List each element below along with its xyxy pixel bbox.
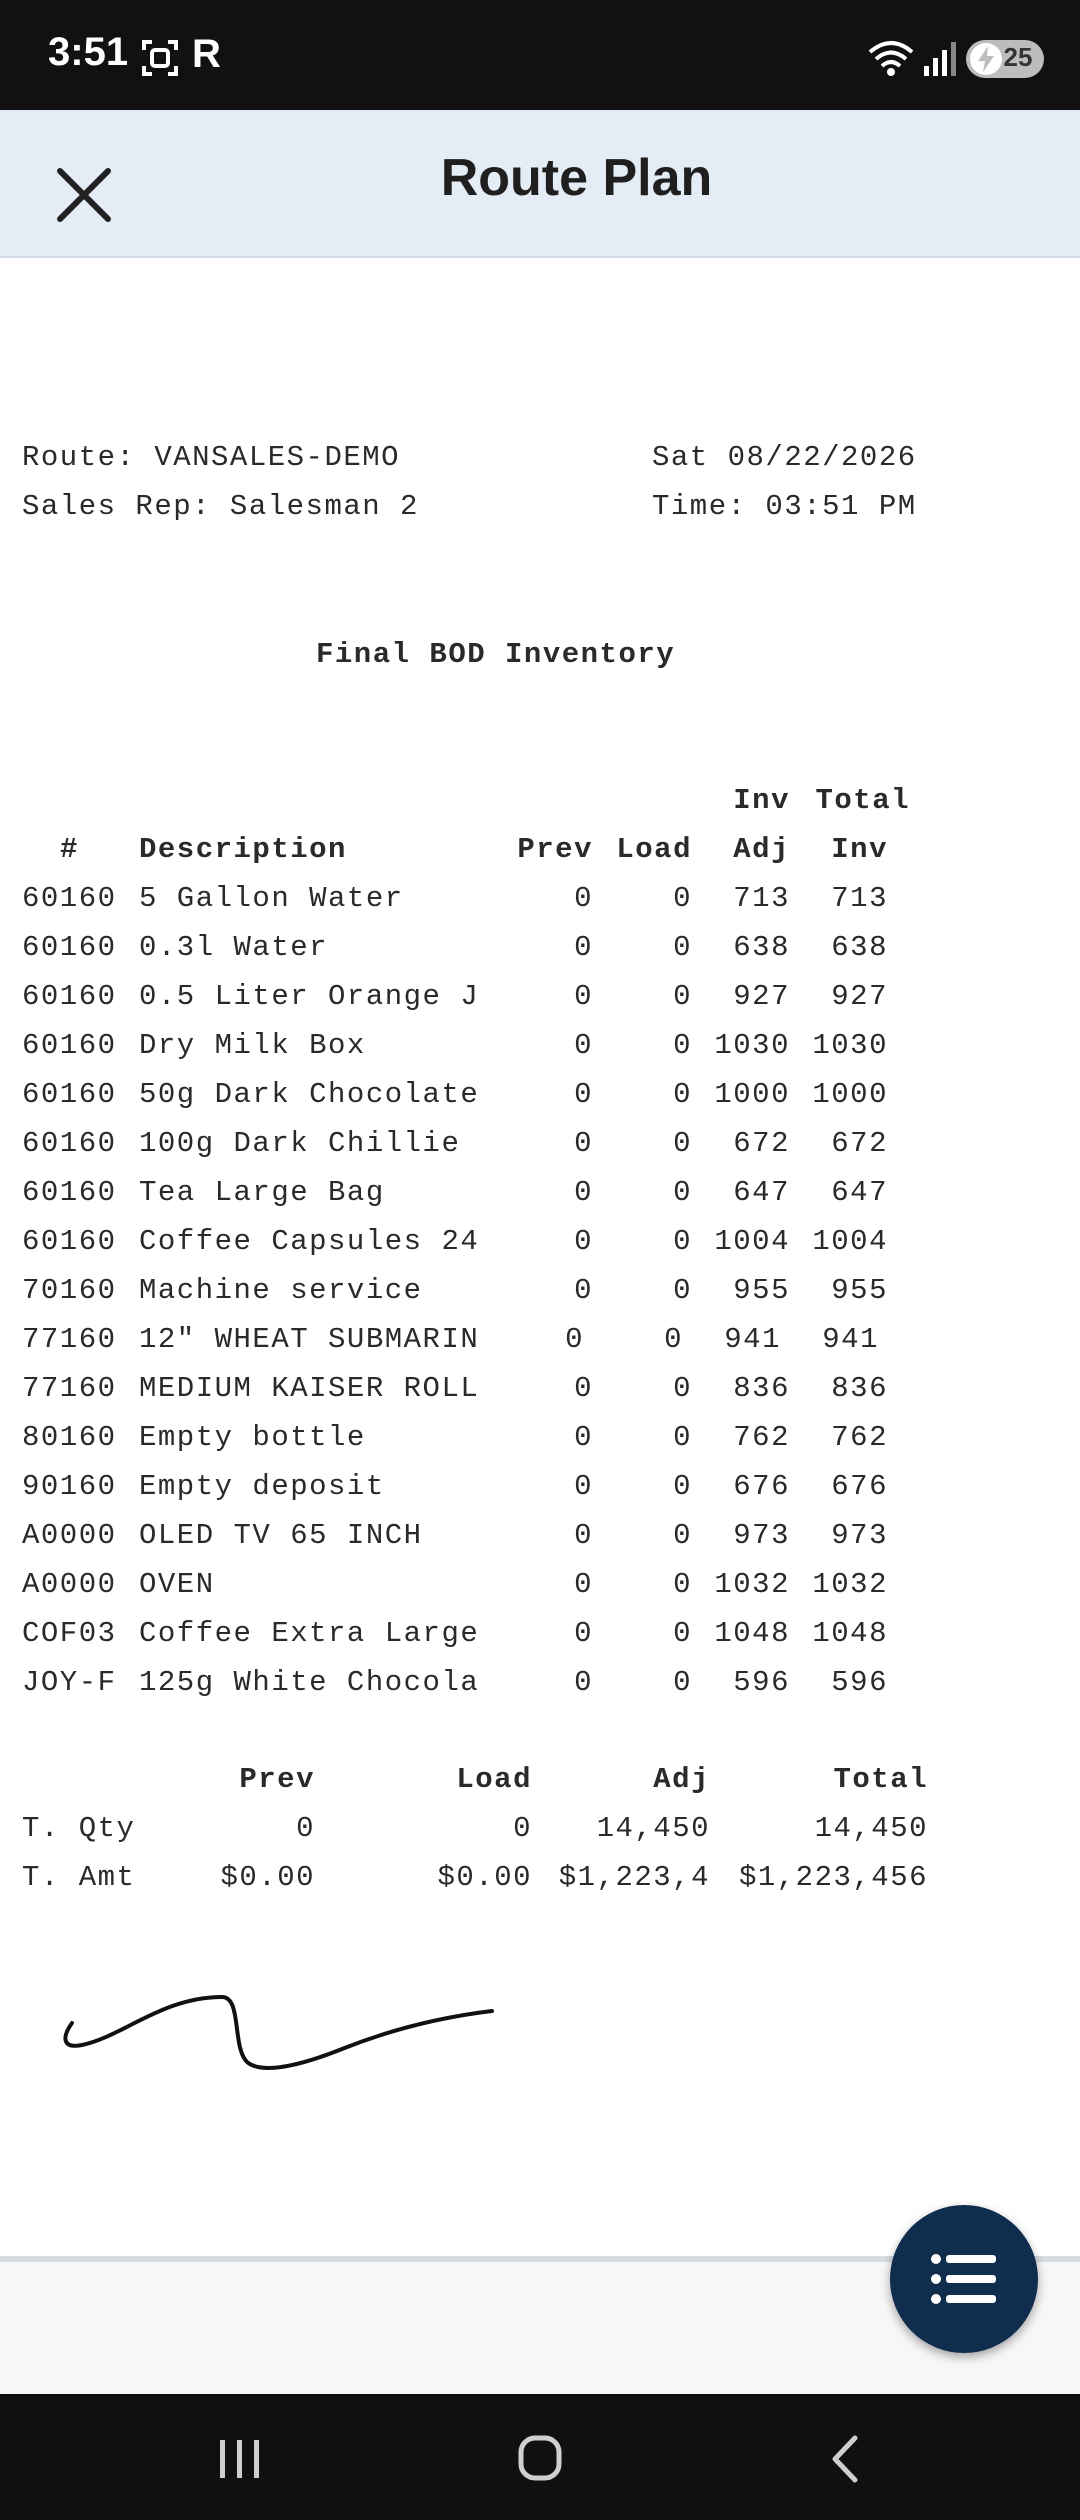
- battery-indicator: [966, 40, 1044, 78]
- row-total-cell: 836: [831, 1372, 888, 1405]
- totals-qty-adj: 14,450: [596, 1812, 710, 1845]
- receipt-time: Time: 03:51 PM: [652, 490, 917, 523]
- row-num-cell: 77160: [22, 1372, 117, 1405]
- row-prev-cell: 0: [574, 1470, 593, 1503]
- row-desc-cell: 100g Dark Chillie: [139, 1127, 461, 1160]
- row-total-cell: 1030: [812, 1029, 888, 1062]
- row-prev-cell: 0: [574, 1666, 593, 1699]
- col-adj: Adj: [733, 833, 790, 866]
- status-time: 3:51: [48, 30, 129, 74]
- row-adj-cell: 1048: [714, 1617, 790, 1650]
- row-load-cell: 0: [673, 1372, 692, 1405]
- row-total-cell: 1032: [812, 1568, 888, 1601]
- row-desc-cell: Coffee Extra Large: [139, 1617, 480, 1650]
- row-total-cell: 1000: [812, 1078, 888, 1111]
- row-adj-cell: 1000: [714, 1078, 790, 1111]
- row-total-cell: 596: [831, 1666, 888, 1699]
- row-total-cell: 647: [831, 1176, 888, 1209]
- totals-total-header: Total: [833, 1763, 928, 1796]
- row-total-cell: 955: [831, 1274, 888, 1307]
- row-num-cell: A0000: [22, 1519, 117, 1552]
- row-adj-cell: 955: [733, 1274, 790, 1307]
- row-num-cell: A0000: [22, 1568, 117, 1601]
- row-load-cell: 0: [673, 1617, 692, 1650]
- row-load-cell: 0: [673, 931, 692, 964]
- totals-qty-total: 14,450: [814, 1812, 928, 1845]
- row-prev-cell: 0: [574, 1078, 593, 1111]
- row-load-cell: 0: [673, 1568, 692, 1601]
- row-prev-cell: 0: [574, 882, 593, 915]
- row-total-cell: 672: [831, 1127, 888, 1160]
- row-desc-cell: 12" WHEAT SUBMARIN: [139, 1323, 480, 1356]
- page-title: Route Plan: [440, 149, 713, 207]
- row-num-cell: 60160: [22, 882, 117, 915]
- row-prev-cell: 0: [574, 1421, 593, 1454]
- row-prev-cell: 0: [574, 1225, 593, 1258]
- row-adj-cell: 927: [733, 980, 790, 1013]
- row-num-cell: 60160: [22, 1029, 117, 1062]
- row-adj-cell: 672: [733, 1127, 790, 1160]
- row-prev-cell: 0: [574, 980, 593, 1013]
- back-icon: [805, 2424, 885, 2494]
- totals-load-header: Load: [456, 1763, 532, 1796]
- row-load-cell: 0: [673, 1225, 692, 1258]
- app-bar: [0, 110, 1080, 258]
- home-button[interactable]: [500, 2424, 580, 2494]
- row-total-cell: 927: [831, 980, 888, 1013]
- row-prev-cell: 0: [574, 1274, 593, 1307]
- col-description: Description: [139, 833, 347, 866]
- row-num-cell: 60160: [22, 931, 117, 964]
- row-desc-cell: OVEN: [139, 1568, 215, 1601]
- row-num-cell: 60160: [22, 1225, 117, 1258]
- row-adj-cell: 941: [724, 1323, 781, 1356]
- recents-icon: [200, 2424, 280, 2494]
- back-button[interactable]: [805, 2424, 885, 2494]
- row-load-cell: 0: [673, 1519, 692, 1552]
- row-total-cell: 1004: [812, 1225, 888, 1258]
- row-total-cell: 762: [831, 1421, 888, 1454]
- row-desc-cell: 5 Gallon Water: [139, 882, 404, 915]
- row-adj-cell: 676: [733, 1470, 790, 1503]
- row-adj-cell: 638: [733, 931, 790, 964]
- totals-adj-header: Adj: [653, 1763, 710, 1796]
- row-num-cell: 70160: [22, 1274, 117, 1307]
- totals-qty-label: T. Qty: [22, 1812, 136, 1845]
- row-load-cell: 0: [673, 1127, 692, 1160]
- signature-image: [62, 1987, 502, 2107]
- row-prev-cell: 0: [574, 1617, 593, 1650]
- totals-qty-load: 0: [513, 1812, 532, 1845]
- row-desc-cell: Machine service: [139, 1274, 423, 1307]
- row-load-cell: 0: [673, 1274, 692, 1307]
- row-adj-cell: 713: [733, 882, 790, 915]
- row-desc-cell: OLED TV 65 INCH: [139, 1519, 423, 1552]
- screenshot-icon: [140, 38, 180, 78]
- totals-prev-header: Prev: [239, 1763, 315, 1796]
- row-prev-cell: 0: [574, 1176, 593, 1209]
- col-prev: Prev: [517, 833, 593, 866]
- row-prev-cell: 0: [574, 1127, 593, 1160]
- totals-amt-prev: $0.00: [220, 1861, 315, 1894]
- row-desc-cell: 0.3l Water: [139, 931, 329, 964]
- row-load-cell: 0: [673, 980, 692, 1013]
- route-label: Route: VANSALES-DEMO: [22, 441, 401, 474]
- row-num-cell: JOY-F: [22, 1666, 117, 1699]
- row-desc-cell: MEDIUM KAISER ROLL: [139, 1372, 480, 1405]
- row-load-cell: 0: [664, 1323, 683, 1356]
- row-desc-cell: Tea Large Bag: [139, 1176, 385, 1209]
- row-num-cell: 60160: [22, 1176, 117, 1209]
- menu-fab-button[interactable]: [890, 2205, 1038, 2353]
- row-adj-cell: 647: [733, 1176, 790, 1209]
- row-total-cell: 941: [822, 1323, 879, 1356]
- totals-amt-total: $1,223,456: [738, 1861, 928, 1894]
- receipt-title: Final BOD Inventory: [316, 638, 676, 671]
- battery-level: 25: [1003, 42, 1033, 72]
- row-adj-cell: 973: [733, 1519, 790, 1552]
- system-nav-bar: [0, 2394, 1080, 2520]
- row-num-cell: 80160: [22, 1421, 117, 1454]
- row-load-cell: 0: [673, 1470, 692, 1503]
- sales-rep-label: Sales Rep: Salesman 2: [22, 490, 419, 523]
- row-adj-cell: 762: [733, 1421, 790, 1454]
- row-total-cell: 638: [831, 931, 888, 964]
- totals-amt-label: T. Amt: [22, 1861, 136, 1894]
- row-adj-cell: 836: [733, 1372, 790, 1405]
- row-load-cell: 0: [673, 882, 692, 915]
- row-prev-cell: 0: [574, 931, 593, 964]
- row-desc-cell: 125g White Chocola: [139, 1666, 480, 1699]
- row-load-cell: 0: [673, 1421, 692, 1454]
- row-adj-cell: 596: [733, 1666, 790, 1699]
- row-num-cell: 90160: [22, 1470, 117, 1503]
- wifi-icon: [866, 38, 916, 78]
- status-bar: [0, 0, 1080, 110]
- recents-button[interactable]: [200, 2424, 280, 2494]
- row-num-cell: 60160: [22, 1127, 117, 1160]
- row-desc-cell: Coffee Capsules 24: [139, 1225, 480, 1258]
- row-adj-cell: 1030: [714, 1029, 790, 1062]
- row-load-cell: 0: [673, 1176, 692, 1209]
- row-load-cell: 0: [673, 1029, 692, 1062]
- row-prev-cell: 0: [574, 1568, 593, 1601]
- totals-amt-adj: $1,223,4: [558, 1861, 710, 1894]
- row-adj-cell: 1032: [714, 1568, 790, 1601]
- home-icon: [500, 2424, 580, 2494]
- receipt-date: Sat 08/22/2026: [652, 441, 917, 474]
- row-desc-cell: 50g Dark Chocolate: [139, 1078, 480, 1111]
- col-load: Load: [616, 833, 692, 866]
- totals-amt-load: $0.00: [437, 1861, 532, 1894]
- row-load-cell: 0: [673, 1666, 692, 1699]
- row-prev-cell: 0: [574, 1519, 593, 1552]
- col-total-top: Total: [815, 784, 910, 817]
- row-num-cell: 60160: [22, 1078, 117, 1111]
- menu-list-icon: [930, 2249, 998, 2309]
- row-prev-cell: 0: [574, 1029, 593, 1062]
- row-desc-cell: Empty bottle: [139, 1421, 366, 1454]
- col-inv: Inv: [831, 833, 888, 866]
- status-r-indicator: R: [192, 32, 221, 76]
- signal-icon: [922, 38, 958, 78]
- row-desc-cell: 0.5 Liter Orange J: [139, 980, 480, 1013]
- row-total-cell: 713: [831, 882, 888, 915]
- row-total-cell: 676: [831, 1470, 888, 1503]
- row-desc-cell: Empty deposit: [139, 1470, 385, 1503]
- row-desc-cell: Dry Milk Box: [139, 1029, 366, 1062]
- totals-qty-prev: 0: [296, 1812, 315, 1845]
- row-num-cell: 60160: [22, 980, 117, 1013]
- row-adj-cell: 1004: [714, 1225, 790, 1258]
- row-load-cell: 0: [673, 1078, 692, 1111]
- row-prev-cell: 0: [574, 1372, 593, 1405]
- row-prev-cell: 0: [565, 1323, 584, 1356]
- row-num-cell: COF03: [22, 1617, 117, 1650]
- col-inv-top: Inv: [733, 784, 790, 817]
- col-num: #: [60, 833, 79, 866]
- row-num-cell: 77160: [22, 1323, 117, 1356]
- row-total-cell: 1048: [812, 1617, 888, 1650]
- receipt-view: [0, 258, 1080, 2256]
- row-total-cell: 973: [831, 1519, 888, 1552]
